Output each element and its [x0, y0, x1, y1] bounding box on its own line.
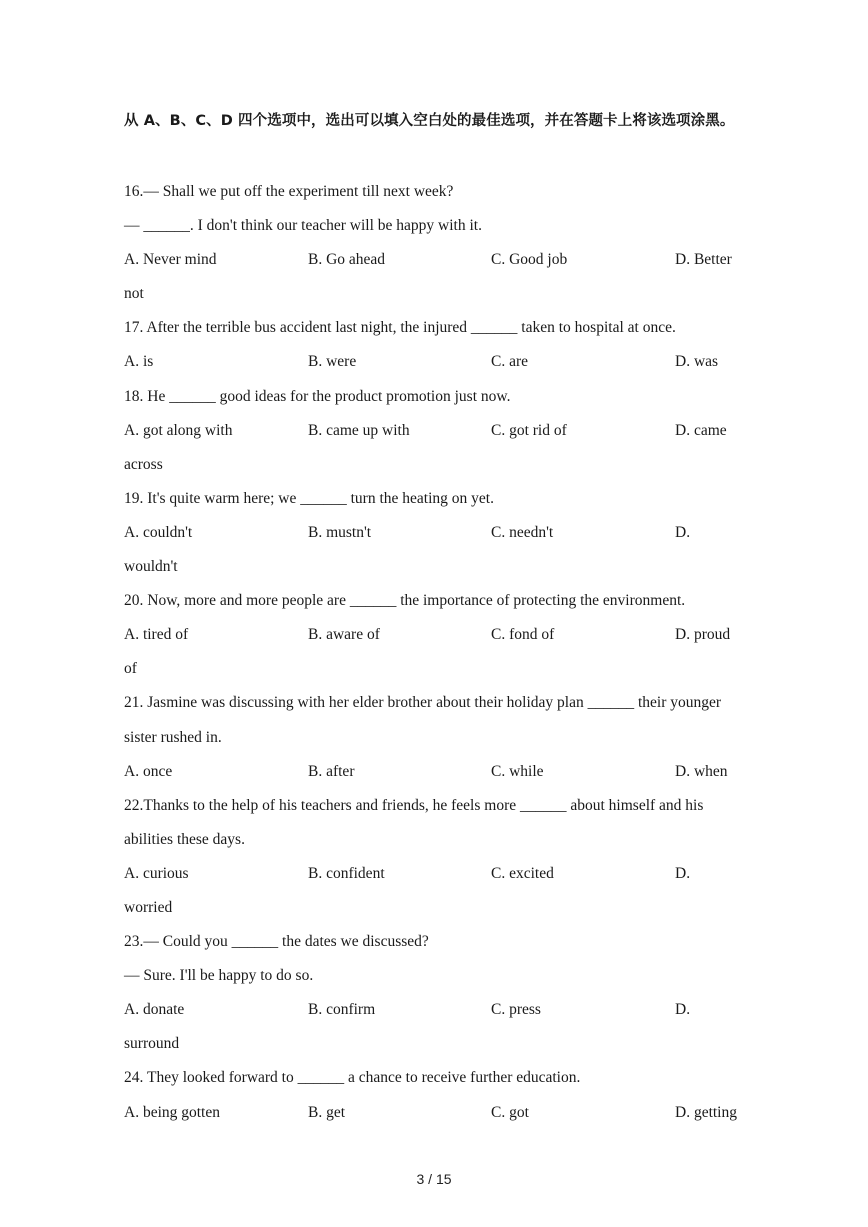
question-17 [124, 311, 764, 379]
option-d: D. [675, 864, 691, 882]
option-b: B. Go ahead [308, 251, 386, 269]
option-c: C. got [491, 1103, 529, 1121]
option-a: A. got along with [124, 421, 233, 439]
option-a: A. tired of [124, 626, 189, 644]
option-row [124, 345, 764, 379]
option-a: A. curious [124, 864, 189, 882]
question-stem: 18. He ______ good ideas for the product promotion just now. [124, 387, 511, 405]
option-b: B. were [308, 353, 357, 371]
question-20 [124, 584, 764, 686]
option-a: A. donate [124, 1001, 185, 1019]
option-a: A. couldn't [124, 523, 193, 541]
option-row [124, 755, 764, 789]
option-c: C. while [491, 762, 544, 780]
question-24 [124, 1061, 764, 1129]
question-list [124, 175, 764, 1130]
option-d: D. [675, 523, 691, 541]
option-d: D. Better [675, 251, 732, 269]
option-b: B. confident [308, 864, 385, 882]
option-row [124, 857, 764, 891]
option-wrap: not [124, 285, 144, 303]
option-c: C. Good job [491, 251, 568, 269]
option-d: D. was [675, 353, 719, 371]
question-stem: 17. After the terrible bus accident last night, the injured ______ taken to hospital at once. [124, 319, 676, 337]
question-19 [124, 482, 764, 584]
option-row [124, 618, 764, 652]
question-stem: sister rushed in. [124, 728, 222, 746]
option-b: B. confirm [308, 1001, 376, 1019]
option-c: C. got rid of [491, 421, 567, 439]
option-d: D. when [675, 762, 728, 780]
question-16 [124, 175, 764, 311]
option-row [124, 414, 764, 448]
section-instruction: 从 A、B、C、D 四个选项中，选出可以填入空白处的最佳选项，并在答题卡上将该选项涂黑。 [124, 113, 735, 129]
option-row [124, 993, 764, 1027]
option-b: B. aware of [308, 626, 380, 644]
question-stem: 20. Now, more and more people are ______ the importance of protecting the environment. [124, 592, 686, 610]
option-b: B. get [308, 1103, 346, 1121]
question-stem: abilities these days. [124, 830, 245, 848]
option-wrap: of [124, 660, 137, 678]
page-number: 3 / 15 [416, 1171, 452, 1187]
question-18 [124, 380, 764, 482]
question-stem: 22.Thanks to the help of his teachers and friends, he feels more ______ about himself and his [124, 796, 704, 814]
option-a: A. being gotten [124, 1103, 220, 1121]
option-d: D. proud [675, 626, 731, 644]
option-wrap: across [124, 455, 163, 473]
option-wrap: worried [124, 898, 173, 916]
question-21 [124, 686, 764, 788]
option-b: B. mustn't [308, 523, 372, 541]
option-d: D. came [675, 421, 727, 439]
option-c: C. excited [491, 864, 554, 882]
question-stem: — Sure. I'll be happy to do so. [124, 967, 314, 985]
question-22 [124, 789, 764, 925]
option-b: B. after [308, 762, 355, 780]
question-stem: 16.— Shall we put off the experiment till next week? [124, 183, 454, 200]
question-stem: 24. They looked forward to ______ a chance to receive further education. [124, 1069, 581, 1087]
question-stem: 21. Jasmine was discussing with her elder brother about their holiday plan ______ their younger [124, 694, 722, 712]
option-c: C. needn't [491, 523, 554, 541]
option-wrap: wouldn't [124, 558, 178, 576]
question-stem: — ______. I don't think our teacher will be happy with it. [124, 217, 482, 235]
option-a: A. once [124, 762, 173, 780]
option-d: D. getting [675, 1103, 737, 1121]
option-c: C. are [491, 353, 529, 371]
option-wrap: surround [124, 1035, 180, 1053]
option-row [124, 516, 764, 550]
option-c: C. fond of [491, 626, 555, 644]
question-23 [124, 925, 764, 1061]
option-a: A. is [124, 353, 154, 371]
option-row [124, 1096, 764, 1130]
question-stem: 23.— Could you ______ the dates we discussed? [124, 933, 429, 951]
option-d: D. [675, 1001, 691, 1019]
option-c: C. press [491, 1001, 541, 1019]
option-a: A. Never mind [124, 251, 217, 269]
option-b: B. came up with [308, 421, 410, 439]
question-stem: 19. It's quite warm here; we ______ turn the heating on yet. [124, 489, 494, 507]
option-row [124, 243, 764, 277]
